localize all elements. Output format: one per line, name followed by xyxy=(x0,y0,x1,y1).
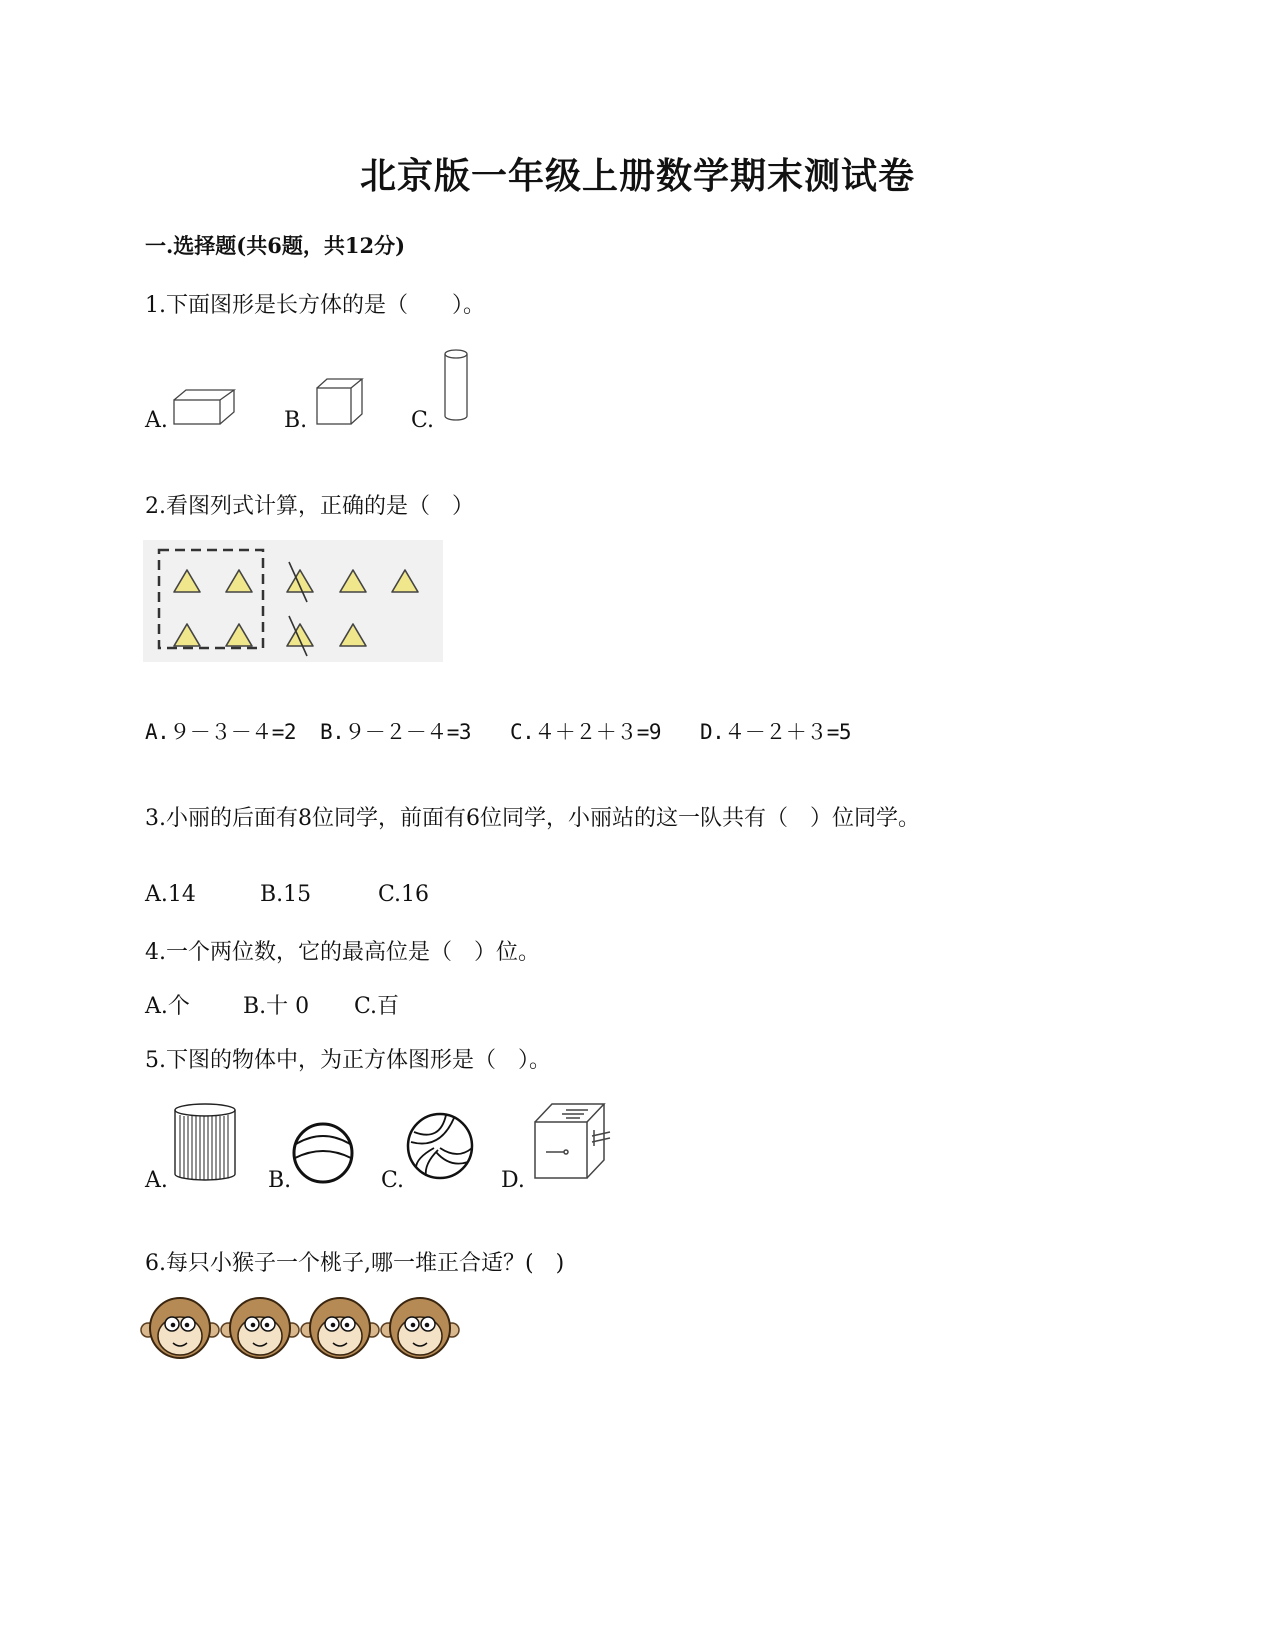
q1-option-a-label: A. xyxy=(145,408,168,433)
q4-option-c: C.百 xyxy=(354,994,400,1019)
q5-option-a-label: A. xyxy=(145,1168,168,1193)
q3-option-b: B.15 xyxy=(260,882,312,907)
section-heading: 一.选择题(共6题，共12分) xyxy=(145,233,406,258)
q1-option-c-label: C. xyxy=(411,408,435,433)
q4-option-a: A.个 xyxy=(145,994,190,1019)
q3-option-c: C.16 xyxy=(378,882,430,907)
q5-option-d-label: D. xyxy=(501,1168,525,1193)
q2-option-b: B.９－２－４=3 xyxy=(320,720,472,744)
cube-figure xyxy=(314,376,366,428)
triangles-figure xyxy=(143,540,443,662)
ball-figure xyxy=(292,1122,354,1184)
question-4-text: 4.一个两位数，它的最高位是（ ）位。 xyxy=(145,940,540,965)
question-5-text: 5.下图的物体中，为正方体图形是（ ）。 xyxy=(145,1048,551,1073)
q5-option-b-label: B. xyxy=(268,1168,292,1193)
volleyball-figure xyxy=(406,1112,474,1180)
question-1-text: 1.下面图形是长方体的是（ ）。 xyxy=(145,293,485,318)
cuboid-figure xyxy=(170,386,242,428)
question-2-text: 2.看图列式计算，正确的是（ ） xyxy=(145,494,474,519)
cylinder-figure xyxy=(442,348,472,424)
question-3-text: 3.小丽的后面有8位同学，前面有6位同学，小丽站的这一队共有（ ）位同学。 xyxy=(145,806,920,831)
question-6-text: 6.每只小猴子一个桃子,哪一堆正合适？( ) xyxy=(145,1251,565,1276)
page-title: 北京版一年级上册数学期末测试卷 xyxy=(359,155,915,197)
q2-option-d: D.４－２＋３=5 xyxy=(700,720,852,744)
q3-option-a: A.14 xyxy=(145,882,196,907)
q2-option-a: A.９－３－４=2 xyxy=(145,720,297,744)
monkeys-figure xyxy=(143,1296,461,1362)
q1-option-b-label: B. xyxy=(284,408,308,433)
box-figure xyxy=(530,1100,612,1182)
striped-cylinder-figure xyxy=(172,1102,238,1182)
q5-option-c-label: C. xyxy=(381,1168,405,1193)
q4-option-b: B.十 0 xyxy=(243,994,310,1019)
q2-option-c: C.４＋２＋３=9 xyxy=(510,720,662,744)
